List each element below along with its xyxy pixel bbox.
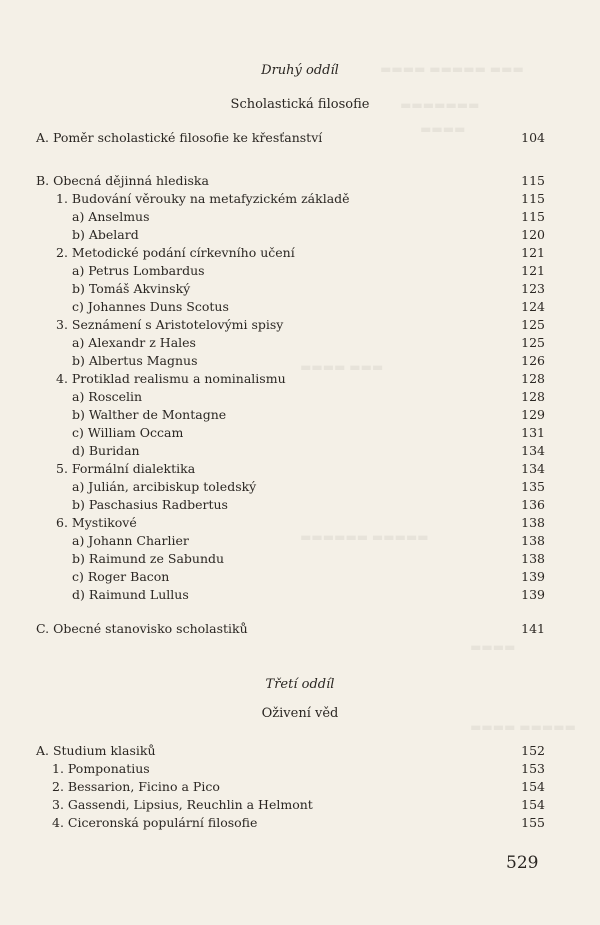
toc-entry bbox=[0, 226, 600, 244]
toc-entry-label: 1. Budování věrouky na metafyzickém základě bbox=[56, 191, 350, 206]
toc-entry-label: a) Anselmus bbox=[72, 209, 150, 224]
toc-entry-label: 3. Seznámení s Aristotelovými spisy bbox=[56, 317, 284, 332]
toc-entry bbox=[0, 352, 600, 370]
toc-entry bbox=[0, 388, 600, 406]
toc-entry-label: b) Abelard bbox=[72, 227, 139, 242]
toc-entry-page: 123 bbox=[521, 281, 545, 296]
toc-entry-page: 129 bbox=[521, 407, 545, 422]
toc-entry-page: 115 bbox=[521, 191, 545, 206]
toc-entry-label: 5. Formální dialektika bbox=[56, 461, 196, 476]
part-two-section-title: Scholastická filosofie bbox=[230, 97, 370, 112]
toc-entry bbox=[0, 796, 600, 814]
toc-entry bbox=[0, 620, 600, 638]
bleed-through-mark: ▬▬▬▬ bbox=[420, 122, 466, 136]
toc-entry-page: 141 bbox=[521, 621, 545, 636]
toc-entry-label: c) Johannes Duns Scotus bbox=[72, 299, 229, 314]
toc-entry bbox=[0, 370, 600, 388]
toc-entry-label: A. Poměr scholastické filosofie ke křesťanství bbox=[36, 130, 323, 145]
part-three-title: Třetí oddíl bbox=[265, 677, 335, 692]
part-three-section-title: Oživení věd bbox=[261, 706, 339, 721]
toc-entry-label: b) Albertus Magnus bbox=[72, 353, 198, 368]
toc-entry-page: 131 bbox=[521, 425, 545, 440]
toc-entry-page: 124 bbox=[521, 299, 545, 314]
toc-entry-label: 4. Ciceronská populární filosofie bbox=[52, 815, 258, 830]
toc-entry-label: b) Tomáš Akvinský bbox=[72, 281, 191, 296]
bleed-through-mark: ▬▬▬▬▬ ▬▬▬▬▬▬ bbox=[300, 530, 429, 544]
toc-entry bbox=[0, 442, 600, 460]
toc-entry-label: 1. Pomponatius bbox=[52, 761, 150, 776]
toc-entry-label: a) Alexandr z Hales bbox=[72, 335, 196, 350]
toc-entry-label: C. Obecné stanovisko scholastiků bbox=[36, 621, 248, 636]
toc-entry bbox=[0, 478, 600, 496]
toc-entry bbox=[0, 550, 600, 568]
toc-entry bbox=[0, 298, 600, 316]
toc-entry bbox=[0, 760, 600, 778]
toc-entry-page: 136 bbox=[521, 497, 545, 512]
toc-entry-label: B. Obecná dějinná hlediska bbox=[36, 173, 209, 188]
toc-entry bbox=[0, 280, 600, 298]
toc-entry-page: 154 bbox=[521, 779, 545, 794]
toc-entry-page: 134 bbox=[521, 443, 545, 458]
toc-entry bbox=[0, 568, 600, 586]
toc-entry bbox=[0, 334, 600, 352]
toc-entry bbox=[0, 424, 600, 442]
toc-entry-label: a) Johann Charlier bbox=[72, 533, 189, 548]
toc-entry bbox=[0, 586, 600, 604]
toc-entry-page: 125 bbox=[521, 335, 545, 350]
toc-entry bbox=[0, 172, 600, 190]
toc-entry bbox=[0, 460, 600, 478]
toc-entry-label: b) Paschasius Radbertus bbox=[72, 497, 228, 512]
toc-entry-page: 128 bbox=[521, 371, 545, 386]
toc-entry bbox=[0, 262, 600, 280]
bleed-through-mark: ▬▬▬▬▬ ▬▬▬▬ bbox=[470, 720, 576, 734]
toc-entry bbox=[0, 190, 600, 208]
toc-entry-label: 4. Protiklad realismu a nominalismu bbox=[56, 371, 286, 386]
bleed-through-mark: ▬▬▬▬ bbox=[470, 640, 516, 654]
toc-entry-page: 104 bbox=[521, 130, 545, 145]
toc-entry-page: 121 bbox=[521, 263, 545, 278]
toc-entry bbox=[0, 244, 600, 262]
toc-entry bbox=[0, 406, 600, 424]
toc-entry-label: c) William Occam bbox=[72, 425, 184, 440]
toc-entry-page: 126 bbox=[521, 353, 545, 368]
toc-entry bbox=[0, 514, 600, 532]
toc-entry-label: 2. Metodické podání církevního učení bbox=[56, 245, 295, 260]
toc-entry-page: 155 bbox=[521, 815, 545, 830]
toc-entry-label: a) Julián, arcibiskup toledský bbox=[72, 479, 257, 494]
toc-entry-page: 153 bbox=[521, 761, 545, 776]
toc-entry bbox=[0, 208, 600, 226]
toc-entry-page: 135 bbox=[521, 479, 545, 494]
toc-entry bbox=[0, 532, 600, 550]
toc-entry bbox=[0, 814, 600, 832]
toc-entry bbox=[0, 778, 600, 796]
toc-entry-label: b) Raimund ze Sabundu bbox=[72, 551, 225, 566]
toc-entry-page: 138 bbox=[521, 551, 545, 566]
toc-entry-page: 125 bbox=[521, 317, 545, 332]
bleed-through-mark: ▬▬▬ ▬▬▬▬ bbox=[300, 360, 384, 374]
toc-entry-label: d) Raimund Lullus bbox=[72, 587, 189, 602]
toc-entry-label: c) Roger Bacon bbox=[72, 569, 170, 584]
toc-entry-page: 128 bbox=[521, 389, 545, 404]
toc-entry-page: 115 bbox=[521, 173, 545, 188]
toc-entry-page: 121 bbox=[521, 245, 545, 260]
toc-entry-page: 115 bbox=[521, 209, 545, 224]
toc-entry-label: 6. Mystikové bbox=[56, 515, 137, 530]
toc-entry-label: 3. Gassendi, Lipsius, Reuchlin a Helmont bbox=[52, 797, 313, 812]
toc-entry bbox=[0, 129, 600, 147]
toc-entry-label: b) Walther de Montagne bbox=[72, 407, 227, 422]
bleed-through-mark: ▬▬▬ ▬▬▬▬▬ ▬▬▬▬ bbox=[380, 62, 524, 76]
toc-entry-page: 138 bbox=[521, 515, 545, 530]
toc-entry-label: 2. Bessarion, Ficino a Pico bbox=[52, 779, 220, 794]
toc-entry-label: a) Petrus Lombardus bbox=[72, 263, 205, 278]
page-number: 529 bbox=[506, 853, 539, 873]
toc-entry bbox=[0, 496, 600, 514]
toc-entry-page: 138 bbox=[521, 533, 545, 548]
part-two-title: Druhý oddíl bbox=[261, 63, 339, 78]
bleed-through-mark: ▬▬▬▬▬▬▬ bbox=[400, 98, 480, 112]
toc-entry-page: 152 bbox=[521, 743, 545, 758]
toc-entry bbox=[0, 742, 600, 760]
toc-entry-page: 134 bbox=[521, 461, 545, 476]
toc-entry-label: d) Buridan bbox=[72, 443, 140, 458]
toc-entry-page: 139 bbox=[521, 587, 545, 602]
toc-entry-label: a) Roscelin bbox=[72, 389, 143, 404]
toc-entry-page: 139 bbox=[521, 569, 545, 584]
toc-entry-label: A. Studium klasiků bbox=[36, 743, 156, 758]
toc-entry-page: 120 bbox=[521, 227, 545, 242]
toc-entry-page: 154 bbox=[521, 797, 545, 812]
toc-entry bbox=[0, 316, 600, 334]
